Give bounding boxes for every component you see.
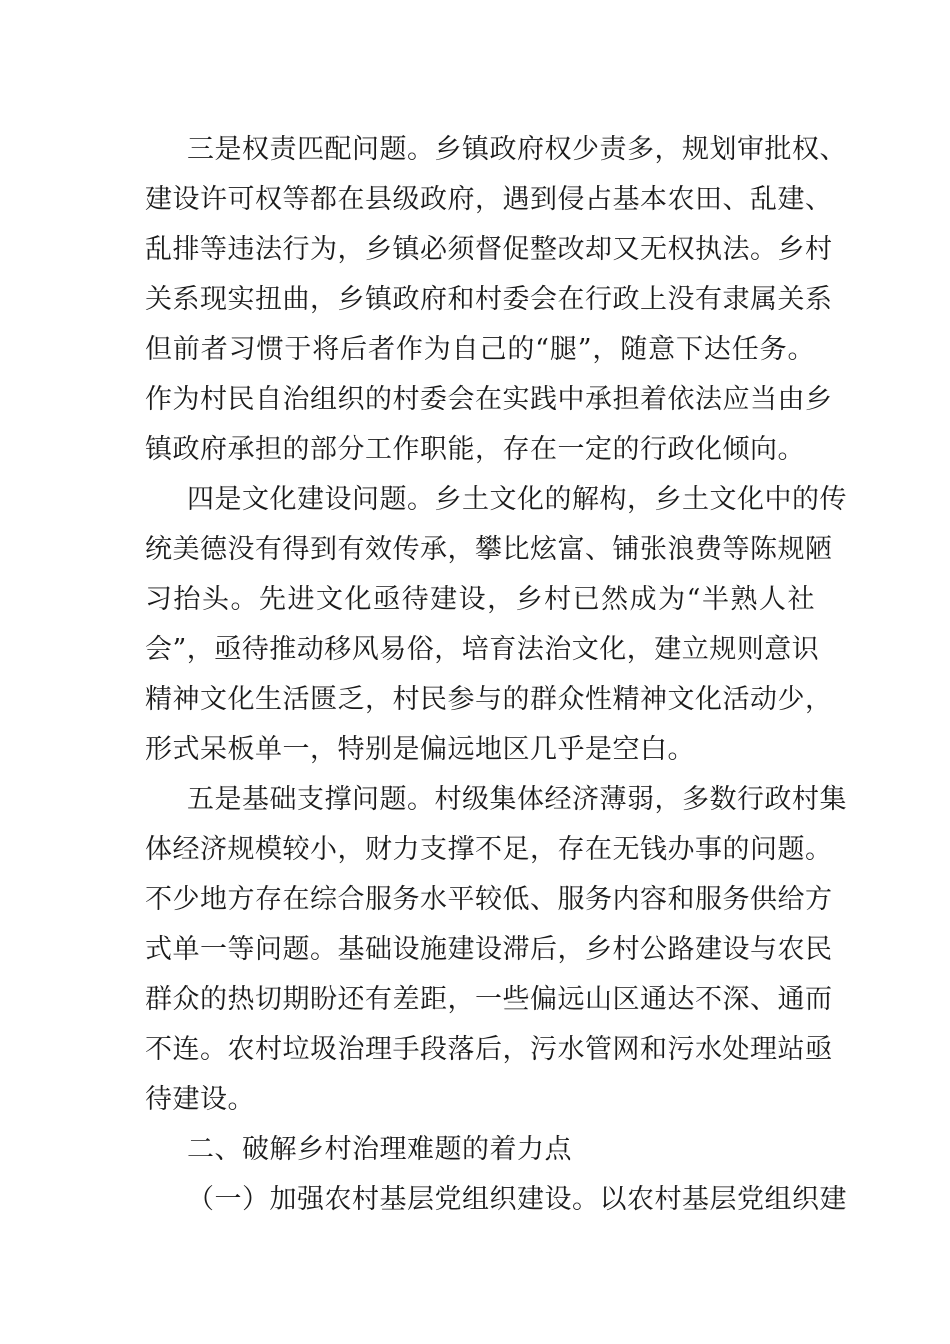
text-line: 形式呆板单一，特别是偏远地区几乎是空白。 [145, 734, 695, 765]
text-line: 但前者习惯于将后者作为自己的“腿”，随意下达任务。 [145, 334, 815, 365]
text-line: 统美德没有得到有效传承，攀比炫富、铺张浪费等陈规陋 [145, 534, 833, 565]
text-line: （一）加强农村基层党组织建设。以农村基层党组织建 [187, 1184, 847, 1215]
text-line: 待建设。 [145, 1084, 255, 1115]
text-line: 镇政府承担的部分工作职能，存在一定的行政化倾向。 [145, 434, 805, 465]
text-line: 五是基础支撑问题。村级集体经济薄弱，多数行政村集 [187, 784, 847, 815]
text-line: 精神文化生活匮乏，村民参与的群众性精神文化活动少， [145, 684, 833, 715]
text-line: 三是权责匹配问题。乡镇政府权少责多，规划审批权、 [187, 134, 847, 165]
text-line: 会”，亟待推动移风易俗，培育法治文化，建立规则意识 [145, 634, 820, 665]
text-line: 不连。农村垃圾治理手段落后，污水管网和污水处理站亟 [145, 1034, 833, 1065]
heading-text: 二、破解乡村治理难题的着力点 [187, 1134, 572, 1165]
text-line: 作为村民自治组织的村委会在实践中承担着依法应当由乡 [145, 384, 833, 415]
text-line: 不少地方存在综合服务水平较低、服务内容和服务供给方 [145, 884, 833, 915]
text-line: 群众的热切期盼还有差距，一些偏远山区通达不深、通而 [145, 984, 833, 1015]
text-line: 关系现实扭曲，乡镇政府和村委会在行政上没有隶属关系 [145, 284, 833, 315]
text-line: 建设许可权等都在县级政府，遇到侵占基本农田、乱建、 [145, 184, 833, 215]
text-line: 习抬头。先进文化亟待建设，乡村已然成为“半熟人社 [145, 584, 815, 615]
text-line: 式单一等问题。基础设施建设滞后，乡村公路建设与农民 [145, 934, 833, 965]
text-line: 四是文化建设问题。乡土文化的解构，乡土文化中的传 [187, 484, 847, 515]
text-line: 乱排等违法行为，乡镇必须督促整改却又无权执法。乡村 [145, 234, 833, 265]
text-line: 体经济规模较小，财力支撑不足，存在无钱办事的问题。 [145, 834, 833, 865]
